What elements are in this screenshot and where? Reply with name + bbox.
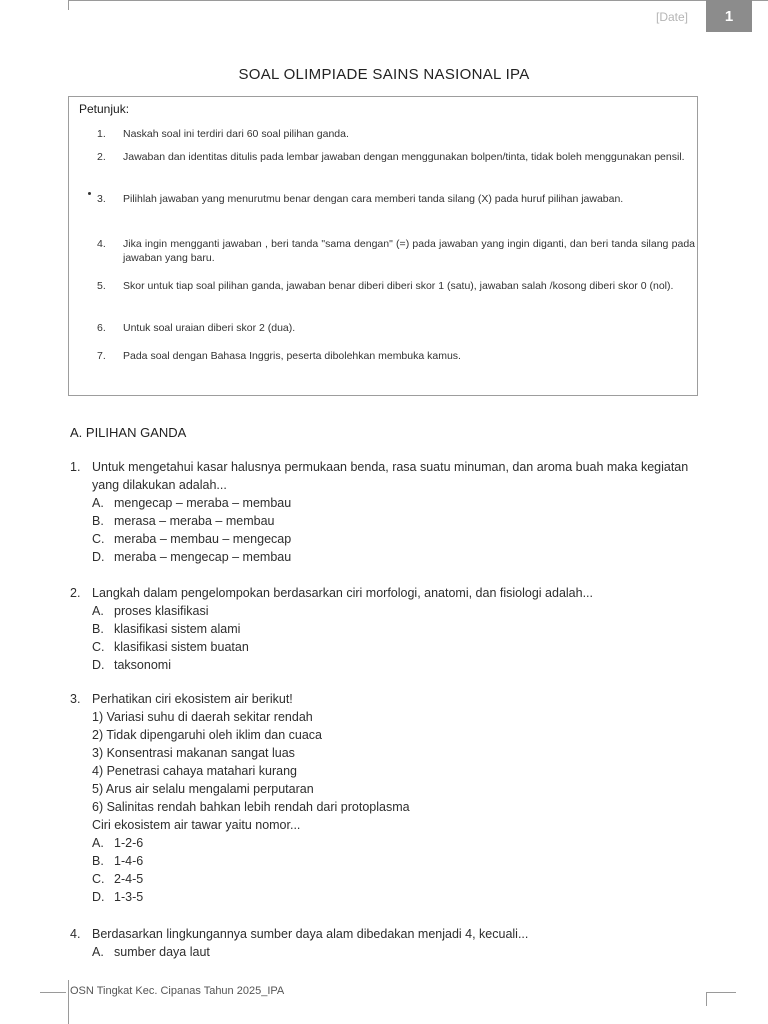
- instruction-text: Skor untuk tiap soal pilihan ganda, jawaban benar diberi diberi skor 1 (satu), jawaban salah /kosong diberi skor 0 (nol).: [123, 280, 674, 292]
- option-letter: A.: [92, 836, 104, 850]
- option-c[interactable]: [92, 530, 710, 548]
- option-text: klasifikasi sistem buatan: [114, 640, 249, 654]
- instruction-number: 5.: [97, 280, 106, 292]
- question-2: [70, 584, 710, 674]
- option-text: sumber daya laut: [114, 945, 210, 959]
- option-d[interactable]: [92, 656, 710, 674]
- option-letter: A.: [92, 945, 104, 959]
- instruction-number: 7.: [97, 350, 106, 362]
- question-number: 1.: [70, 460, 81, 474]
- question-3: [70, 690, 710, 906]
- date-placeholder: [Date]: [656, 10, 689, 24]
- option-b[interactable]: [92, 852, 710, 870]
- statement: 2) Tidak dipengaruhi oleh iklim dan cuaca: [92, 728, 322, 742]
- instruction-item: [97, 321, 695, 335]
- instructions-box: [68, 96, 698, 396]
- question-text: Perhatikan ciri ekosistem air berikut!: [92, 692, 293, 706]
- option-letter: A.: [92, 496, 104, 510]
- instruction-number: 4.: [97, 238, 106, 250]
- option-letter: B.: [92, 514, 104, 528]
- question-text: Untuk mengetahui kasar halusnya permukaan benda, rasa suatu minuman, dan aroma buah maka kegiatan yang dilakukan adalah...: [92, 460, 689, 492]
- instruction-number: 3.: [97, 193, 106, 205]
- statement: 3) Konsentrasi makanan sangat luas: [92, 746, 295, 760]
- option-letter: A.: [92, 604, 104, 618]
- option-text: 2-4-5: [114, 872, 144, 886]
- question-number: 4.: [70, 927, 81, 941]
- option-text: proses klasifikasi: [114, 604, 209, 618]
- question-4: [70, 925, 710, 961]
- option-c[interactable]: [92, 638, 710, 656]
- option-text: merasa – meraba – membau: [114, 514, 275, 528]
- instruction-number: 2.: [97, 151, 106, 163]
- option-c[interactable]: [92, 870, 710, 888]
- footer-rule-left: [40, 992, 66, 993]
- option-d[interactable]: [92, 888, 710, 906]
- statement: 1) Variasi suhu di daerah sekitar rendah: [92, 710, 313, 724]
- crop-tick-top-left: [68, 0, 69, 10]
- question-text: Langkah dalam pengelompokan berdasarkan ciri morfologi, anatomi, dan fisiologi adalah...: [92, 586, 594, 600]
- statement: 4) Penetrasi cahaya matahari kurang: [92, 764, 297, 778]
- option-b[interactable]: [92, 512, 710, 530]
- page-number: 1: [724, 7, 734, 25]
- option-text: klasifikasi sistem alami: [114, 622, 241, 636]
- instruction-text: Untuk soal uraian diberi skor 2 (dua).: [123, 322, 296, 334]
- option-text: taksonomi: [114, 658, 171, 672]
- instruction-text: Naskah soal ini terdiri dari 60 soal pilihan ganda.: [123, 128, 349, 140]
- footer-crop-tick-left: [68, 980, 69, 1024]
- instruction-text: Pilihlah jawaban yang menurutmu benar dengan cara memberi tanda silang (X) pada huruf pilihan jawaban.: [123, 193, 624, 205]
- option-letter: C.: [92, 640, 105, 654]
- statement: 5) Arus air selalu mengalami perputaran: [92, 782, 314, 796]
- option-text: mengecap – meraba – membau: [114, 496, 292, 510]
- instruction-text: Pada soal dengan Bahasa Inggris, peserta dibolehkan membuka kamus.: [123, 350, 461, 362]
- instruction-item: [97, 349, 695, 363]
- instruction-number: 6.: [97, 322, 106, 334]
- option-letter: D.: [92, 658, 105, 672]
- option-a[interactable]: [92, 834, 710, 852]
- option-text: meraba – mengecap – membau: [114, 550, 292, 564]
- option-a[interactable]: [92, 943, 710, 961]
- option-a[interactable]: [92, 494, 710, 512]
- question-number: 2.: [70, 586, 81, 600]
- option-text: 1-4-6: [114, 854, 144, 868]
- document-title: SOAL OLIMPIADE SAINS NASIONAL IPA: [238, 66, 530, 83]
- footer-text: OSN Tingkat Kec. Cipanas Tahun 2025_IPA: [70, 985, 285, 997]
- section-heading: A. PILIHAN GANDA: [70, 425, 187, 440]
- option-b[interactable]: [92, 620, 710, 638]
- option-letter: C.: [92, 872, 105, 886]
- page-number-badge: [706, 0, 752, 32]
- option-text: 1-3-5: [114, 890, 144, 904]
- option-a[interactable]: [92, 602, 710, 620]
- option-text: meraba – membau – mengecap: [114, 532, 292, 546]
- instruction-number: 1.: [97, 128, 106, 140]
- question-number: 3.: [70, 692, 81, 706]
- statement: 6) Salinitas rendah bahkan lebih rendah dari protoplasma: [92, 800, 410, 814]
- instruction-item: [97, 192, 695, 206]
- question-prompt: Ciri ekosistem air tawar yaitu nomor...: [92, 818, 301, 832]
- option-letter: C.: [92, 532, 105, 546]
- crop-line-top: [68, 0, 768, 1]
- question-text: Berdasarkan lingkungannya sumber daya alam dibedakan menjadi 4, kecuali...: [92, 927, 529, 941]
- option-text: 1-2-6: [114, 836, 144, 850]
- question-1: [70, 458, 710, 566]
- instruction-item: [97, 279, 695, 293]
- option-d[interactable]: [92, 548, 710, 566]
- stray-dot-mark: [88, 192, 91, 195]
- instructions-heading: Petunjuk:: [79, 102, 130, 116]
- footer-crop-tick-right: [706, 992, 707, 1006]
- option-letter: D.: [92, 890, 105, 904]
- instruction-text: Jika ingin mengganti jawaban , beri tanda "sama dengan" (=) pada jawaban yang ingin diganti, dan beri tanda silang pada jawaban yang baru.: [123, 238, 695, 264]
- instruction-item: [97, 237, 695, 265]
- option-letter: D.: [92, 550, 105, 564]
- footer-rule-right: [706, 992, 736, 993]
- instruction-item: [97, 150, 695, 164]
- instruction-text: Jawaban dan identitas ditulis pada lembar jawaban dengan menggunakan bolpen/tinta, tidak boleh menggunakan pensil.: [123, 151, 685, 163]
- instruction-item: [97, 127, 695, 141]
- option-letter: B.: [92, 854, 104, 868]
- option-letter: B.: [92, 622, 104, 636]
